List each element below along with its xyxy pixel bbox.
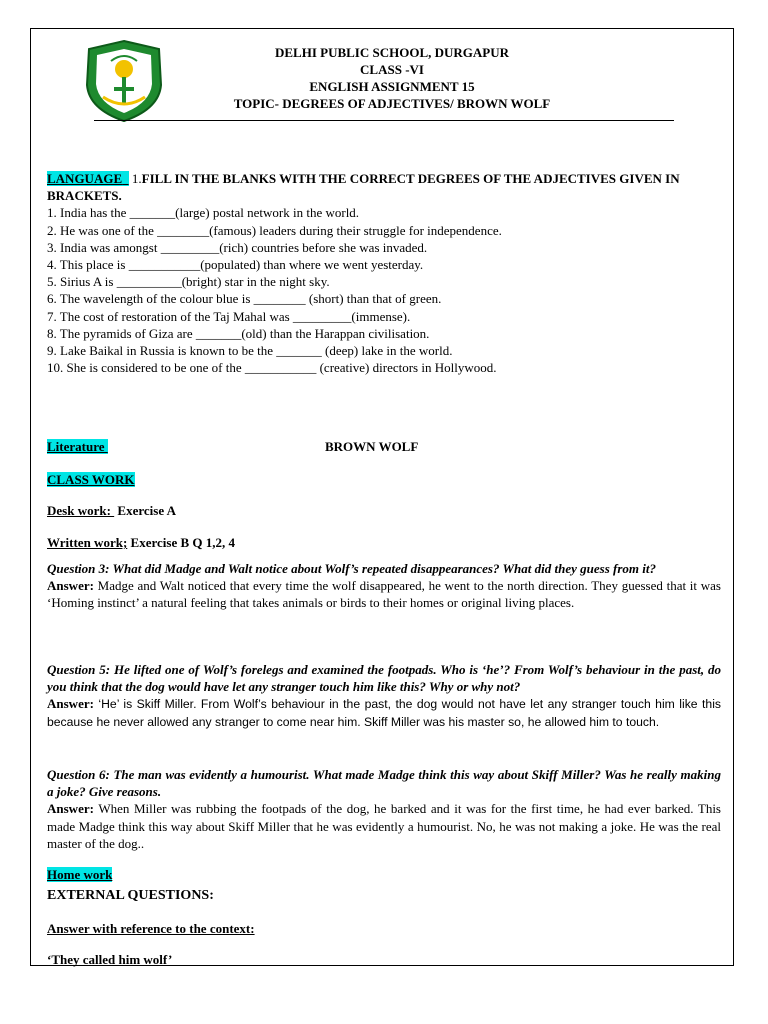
list-item: 2. He was one of the ________(famous) leaders during their struggle for independence. (47, 222, 502, 238)
fill-in-list (47, 204, 721, 376)
answer-text: When Miller was rubbing the footpads of the dog, he barked and it was for the first time, he had ever barked. This made Madge think this way about Skiff Miller that he was evidently a humourist. No, he was not making a joke. He was the real master of the dog.. (47, 801, 721, 851)
list-item: 4. This place is ___________(populated) than where we went yesterday. (47, 257, 424, 273)
homework-row (47, 866, 721, 883)
desk-work-row (47, 502, 721, 519)
desk-work-value: Exercise A (117, 503, 177, 518)
literature-label: Literature (47, 439, 108, 454)
question-text: Question 3: What did Madge and Walt notice about Wolf’s repeated disappearances? What did they guess from it? (47, 561, 656, 576)
question-text: Question 5: He lifted one of Wolf’s forelegs and examined the footpads. Who is ‘he’? From Wolf’s behaviour in the past, do you think that the dog would have let any stranger touch him like this? Why or why not? (47, 662, 721, 695)
desk-work-label: Desk work: (47, 503, 115, 518)
list-item: 1. India has the _______(large) postal network in the world. (47, 205, 360, 221)
class-work-row (47, 471, 721, 488)
written-work-value: Exercise B Q 1,2, 4 (130, 535, 236, 550)
answer-label: Answer: (47, 696, 94, 712)
language-instruction: FILL IN THE BLANKS WITH THE CORRECT DEGREES OF THE ADJECTIVES GIVEN IN BRACKETS. (47, 171, 680, 204)
assignment-label: ENGLISH ASSIGNMENT 15 (309, 79, 475, 94)
answer-text: ‘He’ is Skiff Miller. From Wolf’s behaviour in the past, the dog would not have let any stranger touch him like this because he never allowed any stranger to come near him. Skiff Miller was his master so, he allowed him to touch. (47, 697, 721, 729)
written-work-row (47, 534, 721, 551)
document-header (31, 44, 733, 112)
question-block-5 (47, 661, 721, 731)
list-item: 7. The cost of restoration of the Taj Mahal was _________(immense). (47, 308, 411, 324)
list-item: 3. India was amongst _________(rich) countries before she was invaded. (47, 239, 428, 255)
language-section: LANGUAGE 1.FILL IN THE BLANKS WITH THE CORRECT DEGREES OF THE ADJECTIVES GIVEN IN BRACKETS. 1. India has the _______(large) postal network in the world. 2. He was one of the ________(famous) leaders during their struggle for independence. 3. India was amongst _________(rich) countries before she was invaded. 4. This place is ___________(populated) than where we went yesterday. 5. Sirius A is __________(bright) star in the night sky. 6. The wavelength of the colour blue is ________ (short) than that of green. 7. The cost of restoration of the Taj Mahal was _________(immense). 8. The pyramids of Giza are _______(old) than the Harappan civilisation. 9. Lake Baikal in Russia is known to be the _______ (deep) lake in the world. 10. She is considered to be one of the ___________ (creative) directors in Hollywood. (47, 170, 721, 376)
class-label: CLASS -VI (360, 62, 424, 77)
class-work-label: CLASS WORK (47, 472, 135, 487)
homework-label: Home work (47, 867, 113, 882)
context-quote: ‘They called him wolf’ (47, 952, 173, 967)
literature-heading-row (47, 438, 721, 455)
list-item: 8. The pyramids of Giza are _______(old) than the Harappan civilisation. (47, 325, 430, 341)
answer-label: Answer: (47, 578, 94, 594)
story-title: BROWN WOLF (325, 439, 419, 454)
topic-label: TOPIC- DEGREES OF ADJECTIVES/ BROWN WOLF (233, 96, 551, 111)
question-block-3 (47, 560, 721, 612)
list-item: 10. She is considered to be one of the ___________ (creative) directors in Hollywood. (47, 360, 497, 376)
document-page (30, 28, 734, 966)
question-block-6 (47, 766, 721, 852)
list-item: 6. The wavelength of the colour blue is ________ (short) than that of green. (47, 291, 442, 307)
school-name: DELHI PUBLIC SCHOOL, DURGAPUR (274, 45, 510, 60)
reference-context-heading: Answer with reference to the context: (47, 921, 255, 936)
answer-text: Madge and Walt noticed that every time the wolf disappeared, he went to the north direction. They guessed that it was ‘Homing instinct’ a natural feeling that takes animals or birds to their homes or original living places. (47, 578, 721, 611)
external-questions-heading: EXTERNAL QUESTIONS: (47, 888, 214, 903)
header-divider (94, 120, 674, 121)
language-label: LANGUAGE (47, 171, 129, 186)
answer-label: Answer: (47, 801, 94, 817)
list-item: 9. Lake Baikal in Russia is known to be the _______ (deep) lake in the world. (47, 343, 453, 359)
list-item: 5. Sirius A is __________(bright) star in the night sky. (47, 274, 330, 290)
written-work-label: Written work; (47, 535, 128, 550)
question-text: Question 6: The man was evidently a humourist. What made Madge think this way about Skiff Miller? Was he really making a joke? Give reasons. (47, 767, 721, 800)
